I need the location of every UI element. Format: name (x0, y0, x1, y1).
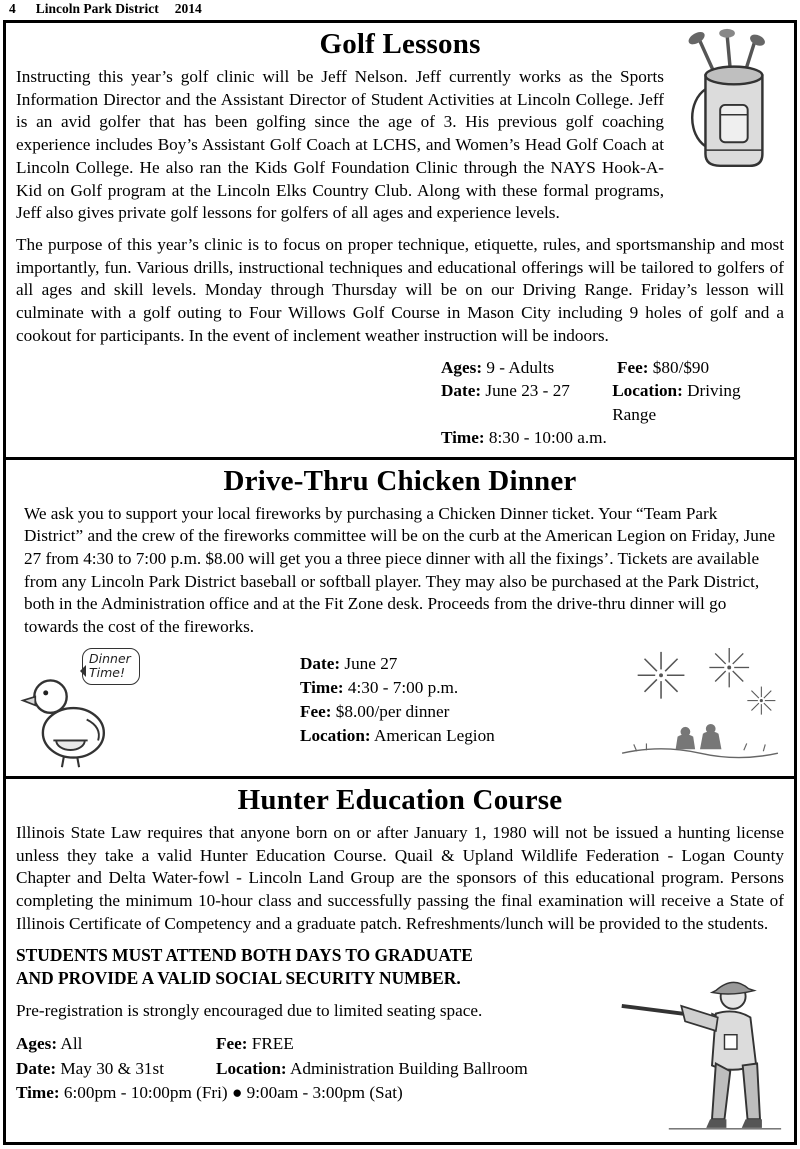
speech-bubble: Dinner Time! (82, 648, 140, 685)
chicken-fee-label: Fee: (300, 702, 332, 721)
golf-fee-label: Fee: (617, 358, 649, 378)
chicken-location-label: Location: (300, 726, 371, 746)
hunter-education-section (3, 779, 797, 1146)
hunter-notice: STUDENTS MUST ATTEND BOTH DAYS TO GRADUATE AND PROVIDE A VALID SOCIAL SECURITY NUMBER. (16, 945, 473, 989)
chicken-details (300, 648, 495, 748)
chicken-illustration-wrap (16, 648, 188, 768)
hunter-paragraph: Illinois State Law requires that anyone born on or after January 1, 1980 will not be issued a hunting license unless they take a valid Hunter Education Course. Quail & Upland Wildlife Federation - Logan County Chapter and Delta Water-fowl - Lincoln Land Group are the sponsors of this educational program. Persons completing the minimum 10-hour class and successfully passing the final examination will receive a State of Illinois Certificate of Competency and a graduate patch. Refreshments/lunch will be provided to the students. (16, 822, 784, 933)
hunter-details (16, 1033, 604, 1105)
year: 2014 (174, 1, 202, 16)
golf-section-title: Golf Lessons (319, 28, 481, 60)
golf-date-value: June 23 - 27 (485, 381, 570, 401)
golf-paragraph-2: The purpose of this year’s clinic is to focus on proper technique, etiquette, rules, and sportsmanship and most importantly, fun. Various drills, instructional techniques and educational offerings will be tailored to golfers of all ages and skill levels. Monday through Thursday will be on our Driving Range. Friday’s lesson will culminate with a golf outing to Four Willows Golf Course in Mason City including 9 holes of golf and a cookout for participants. In the event of inclement weather instruction will be indoors. (16, 234, 784, 345)
chicken-fee-value: $8.00/per dinner (335, 702, 450, 721)
masthead (3, 0, 797, 20)
golf-fee-value: $80/$90 (652, 358, 710, 378)
hunter-date-label: Date: (16, 1058, 57, 1078)
hunter-preregistration-note: Pre-registration is strongly encouraged due to limited seating space. (16, 1001, 483, 1021)
golf-date-label: Date: (441, 381, 482, 401)
hunter-fee-label: Fee: (216, 1034, 248, 1053)
chicken-date-value: June 27 (344, 653, 398, 673)
chicken-bottom-row (16, 648, 784, 768)
chicken-illustration (18, 670, 123, 770)
hunter-ages-label: Ages: (16, 1034, 58, 1053)
chicken-time-label: Time: (300, 677, 344, 697)
district-name: Lincoln Park District (35, 1, 159, 16)
golf-paragraph-1: Instructing this year’s golf clinic will be Jeff Nelson. Jeff currently works as the Sports Information Director and the Assistant Director of Student Activities at Lincoln College. Jeff is an avid golfer that has been golfing since the age of 3. His previous golf coaching experience includes Boy’s Assistant Golf Coach at LCHS, and Women’s Head Golf Coach at Lincoln College. He also ran the Kids Golf Foundation Clinic through the NAYS Hook-A-Kid on Golf program at the Lincoln Elks Country Club. Along with these formal programs, Jeff also gives private golf lessons for golfers of all ages and experience levels. (16, 67, 664, 223)
fireworks-illustration (616, 648, 784, 760)
page-number: 4 (9, 1, 16, 16)
golf-bag-illustration (676, 28, 784, 176)
golf-lessons-section (3, 20, 797, 460)
golf-ages-label: Ages: (441, 358, 483, 378)
fireworks-illustration-wrap (616, 648, 784, 765)
chicken-location-value: American Legion (374, 726, 495, 746)
chicken-dinner-section (3, 460, 797, 779)
hunter-shooter-illustration (616, 946, 784, 1134)
golf-ages-value: 9 - Adults (486, 358, 555, 378)
hunter-location-value: Administration Building Ballroom (290, 1058, 528, 1078)
hunter-time-label: Time: (16, 1083, 60, 1103)
chicken-time-value: 4:30 - 7:00 p.m. (347, 677, 459, 697)
hunter-date-value: May 30 & 31st (60, 1058, 164, 1078)
golf-time-value: 8:30 - 10:00 a.m. (488, 427, 607, 447)
hunter-fee-value: FREE (251, 1034, 294, 1053)
golf-details (441, 356, 784, 448)
chicken-section-title: Drive-Thru Chicken Dinner (223, 464, 577, 497)
chicken-paragraph: We ask you to support your local fireworks by purchasing a Chicken Dinner ticket. Your “Team Park District” and the crew of the fireworks committee will be on the curb at the American Legion on Friday, June 27 from 4:30 to 7:00 p.m. $8.00 will get you a three piece dinner with all the fixings’. Tickets are available from any Lincoln Park District baseball or softball player. They may also be purchased at the Park District, both in the Administration office and at the Fit Zone desk. Proceeds from the drive-thru dinner will go towards the cost of the fireworks. (24, 503, 776, 637)
hunter-section-title: Hunter Education Course (237, 783, 563, 816)
hunter-time-value: 6:00pm - 10:00pm (Fri) ● 9:00am - 3:00pm (Sat) (63, 1083, 403, 1103)
golf-location-label: Location: (612, 381, 683, 401)
hunter-location-label: Location: (216, 1058, 287, 1078)
chicken-date-label: Date: (300, 653, 341, 673)
hunter-ages-value: All (60, 1034, 83, 1053)
golf-time-label: Time: (441, 427, 485, 447)
golf-location-value: Driving Range (612, 381, 741, 424)
